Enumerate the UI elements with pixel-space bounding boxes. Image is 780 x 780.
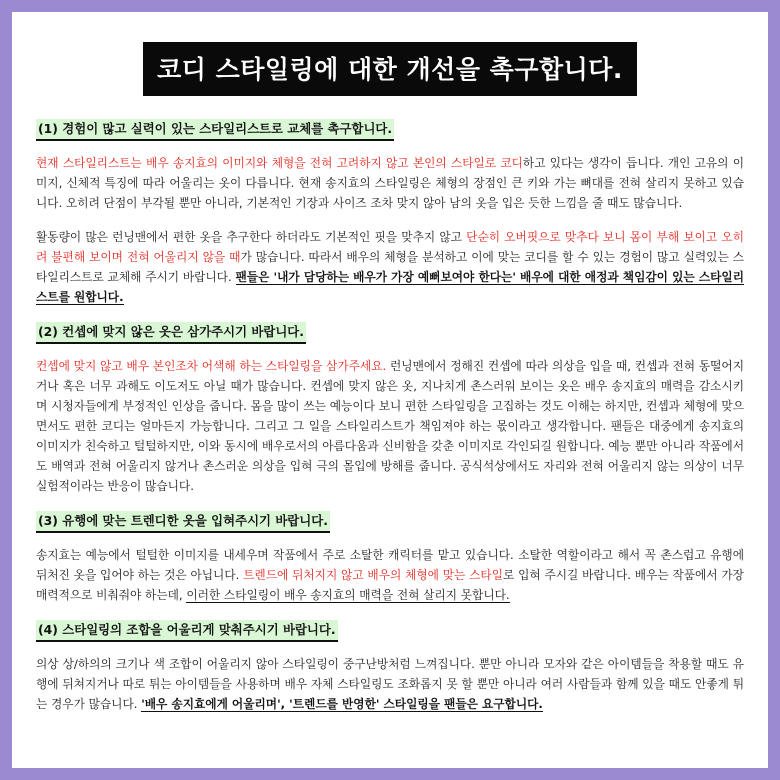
emphasis-text: 단순히 오버핏으로 맞추다 보니 몸이 부해 보이고 오히려 불편해 보이며 전혀 어울리지 않을 때 (36, 230, 744, 264)
section-paragraph (36, 227, 744, 307)
notice-card (12, 12, 768, 768)
underlined-text: 이러한 스타일링이 배우 송지효의 매력을 전혀 살리지 못합니다. (186, 588, 510, 602)
section-2 (36, 321, 744, 496)
section-paragraph (36, 654, 744, 714)
emphasis-text: 컨셉에 맞지 않고 배우 본인조차 어색해 하는 스타일링을 삼가주세요. (36, 359, 387, 373)
section-paragraph (36, 545, 744, 605)
bold-underlined-text: 팬들은 '내가 담당하는 배우가 가장 예뻐보여야 한다는' 배우에 대한 애정과 책임감이 있는 스타일리스트를 원합니다. (36, 270, 744, 304)
body-text: 하고 있다는 생각이 듭니다. 개인 고유의 이미지, 신체적 특징에 따라 어울리는 옷이 다릅니다. 현재 송지효의 스타일링은 체형의 장점인 큰 키와 가는 뼈대를 전혀 살리지 못하고 있습니다. 오히려 단점이 부각될 뿐만 아니라, 기본적인 기장과 사이즈 조차 맞지 않아 남의 옷을 입은 듯한 느낌을 줄 때도 많습니다. (36, 156, 744, 210)
bold-underlined-text: '배우 송지효에게 어울리며', '트렌드를 반영한' 스타일링을 팬들은 요구합니다. (141, 697, 543, 711)
body-text: 가 많습니다. 따라서 배우의 체형을 분석하고 이에 맞는 코디를 할 수 있는 경험이 많고 실력있는 스타일리스트로 교체해 주시기 바랍니다. (36, 250, 744, 284)
section-paragraph (36, 153, 744, 213)
section-heading: (4) 스타일링의 조합을 어울리게 맞춰주시기 바랍니다. (36, 620, 338, 642)
page-title: 코디 스타일링에 대한 개선을 촉구합니다. (143, 42, 637, 96)
emphasis-text: 트렌드에 뒤처지지 않고 배우의 체형에 맞는 스타일 (243, 568, 503, 582)
body-text: 런닝맨에서 정해진 컨셉에 따라 의상을 입을 때, 컨셉과 전혀 동떨어지거나 혹은 너무 과해도 이도저도 아닐 때가 많습니다. 컨셉에 맞지 않은 옷, 지나치게 촌스러워 보이는 옷은 배우 송지효의 매력을 감소시키며 시청자들에게 부정적인 인상을 줍니다. 몸을 많이 쓰는 예능이다 보니 편한 스타일링을 고집하는 것도 이해는 하지만, 컨셉과 체형에 맞으면서도 편한 코디는 얼마든지 가능합니다. 그리고 그 일을 스타일리스트가 책임져야 하는 몫이라고 생각합니다. 팬들은 대중에게 송지효의 이미지가 친숙하고 털털하지만, 이와 동시에 배우로서의 아름다움과 신비함을 갖춘 이미지로 각인되길 원합니다. 예능 뿐만 아니라 작품에서도 배역과 전혀 어울리지 않거나 촌스러운 의상을 입혀 극의 몰입에 방해를 줍니다. 공식석상에서도 자리와 전혀 어울리지 않는 의상이 너무 실험적이라는 반응이 많습니다. (36, 359, 744, 493)
body-text: 의상 상/하의의 크기나 색 조합이 어울리지 않아 스타일링이 중구난방처럼 느껴집니다. 뿐만 아니라 모자와 같은 아이템들을 착용할 때도 유행에 뒤쳐지거나 따로 튀는 아이템들을 사용하며 배우 자체 스타일링도 조화롭지 못 할 뿐만 아니라 여러 사람들과 함께 있을 때도 안좋게 튀는 경우가 많습니다. (36, 657, 744, 711)
section-heading: (3) 유행에 맞는 트렌디한 옷을 입혀주시기 바랍니다. (36, 511, 330, 533)
body-text: 로 입혀 주시길 바랍니다. 배우는 작품에서 가장 매력적으로 비춰줘야 하는데, (36, 568, 744, 602)
section-3 (36, 510, 744, 605)
section-heading: (2) 컨셉에 맞지 않은 옷은 삼가주시기 바랍니다. (36, 322, 306, 344)
section-paragraph (36, 356, 744, 496)
body-text: 활동량이 많은 런닝맨에서 편한 옷을 추구한다 하더라도 기본적인 핏을 맞추지 않고 (36, 230, 467, 244)
section-1 (36, 118, 744, 307)
title-wrap (36, 42, 744, 96)
section-4 (36, 619, 744, 714)
body-text: 송지효는 예능에서 털털한 이미지를 내세우며 작품에서 주로 소탈한 캐릭터를 맡고 있습니다. 소탈한 역할이라고 해서 꼭 촌스럽고 유행에 뒤처진 옷을 입어야 하는 것은 아닙니다. (36, 548, 744, 582)
emphasis-text: 현재 스타일리스트는 배우 송지효의 이미지와 체형을 전혀 고려하지 않고 본인의 스타일로 코디 (36, 156, 523, 170)
section-heading: (1) 경험이 많고 실력이 있는 스타일리스트로 교체를 촉구합니다. (36, 119, 394, 141)
